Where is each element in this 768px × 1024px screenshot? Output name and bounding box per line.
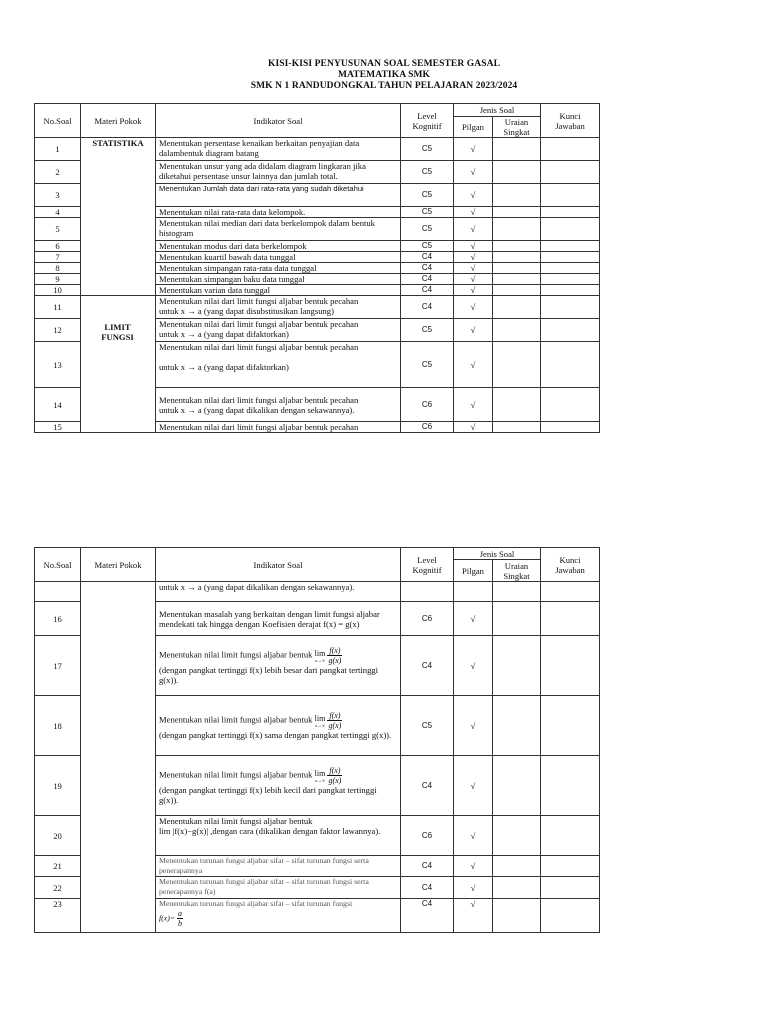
header-pilgan: Pilgan [454, 117, 493, 138]
table-row: 16 Menentukan masalah yang berkaitan dengan limit fungsi aljabar mendekati tak hingga dengan Koefisien derajat f(x) = g(x) C6 √ [35, 602, 600, 636]
header-level: Level Kognitif [401, 104, 454, 138]
table-row: 6 Menentukan modus dari data berkelompok C5 √ [35, 241, 600, 252]
table-row: 15 Menentukan nilai dari limit fungsi aljabar bentuk pecahan C6 √ [35, 422, 600, 433]
header-indikator: Indikator Soal [156, 548, 401, 582]
materi-statistika: STATISTIKA [81, 138, 156, 296]
header-jenis: Jenis Soal [454, 104, 541, 117]
lim-symbol: lim x→∞ [314, 648, 326, 663]
header-pilgan: Pilgan [454, 560, 493, 582]
table-row: 5 Menentukan nilai median dari data berkelompok dalam bentuk histogram C5 √ [35, 218, 600, 241]
kisi-kisi-table-1 [34, 103, 600, 433]
table-row: 14 Menentukan nilai dari limit fungsi aljabar bentuk pecahan untuk x → a (yang dapat dikalikan dengan sekawannya). C6 √ [35, 388, 600, 422]
table-row: 13 Menentukan nilai dari limit fungsi aljabar bentuk pecahan untuk x → a (yang dapat difaktorkan) C5 √ [35, 342, 600, 388]
table-row: 2 Menentukan unsur yang ada didalam diagram lingkaran jika diketahui persentase unsur lainnya dan jumlah total. C5 √ [35, 161, 600, 184]
header-jenis: Jenis Soal [454, 548, 541, 560]
table-row: untuk x → a (yang dapat dikalikan dengan sekawannya). [35, 582, 600, 602]
table-row: 10 Menentukan varian data tunggal C4 √ [35, 285, 600, 296]
table-row: 22 Menentukan turunan fungsi aljabar sifat – sifat turunan fungsi serta penerapannya f(a) C4 √ [35, 877, 600, 899]
table-row: 19 Menentukan nilai limit fungsi aljabar bentuk lim x→∞ $\frac{f(x)}{g(x)}$ (dengan pangkat tertinggi f(x) lebih kecil dari pangkat tertinggi g(x)). C4 √ [35, 756, 600, 816]
table-row: 23 Menentukan turunan fungsi aljabar sifat – sifat turunan fungsi f(x)= $\frac{a}{b}$ C4 √ [35, 899, 600, 933]
table-row: 11 Menentukan nilai dari limit fungsi aljabar bentuk pecahan untuk x → a (yang dapat disubstitusikan langsung) C4 √ [35, 296, 600, 319]
header-materi: Materi Pokok [81, 104, 156, 138]
fraction-f-over-g: $\frac{f(x)}{g(x)}$ [328, 766, 342, 785]
header-kunci: Kunci Jawaban [541, 104, 600, 138]
table-row: 18 Menentukan nilai limit fungsi aljabar bentuk lim x→∞ $\frac{f(x)}{g(x)}$ (dengan pangkat tertinggi f(x) sama dengan pangkat tertinggi g(x)). C5 √ [35, 696, 600, 756]
table-row: 17 Menentukan nilai limit fungsi aljabar bentuk lim x→∞ $\frac{f(x)}{g(x)}$ (dengan pangkat tertinggi f(x) lebih besar dari pangkat tertinggi g(x)). C4 √ [35, 636, 600, 696]
doc-title-line2: MATEMATIKA SMK [337, 70, 431, 80]
lim-symbol: lim x→∞ [314, 713, 326, 728]
fraction-f-over-g: $\frac{f(x)}{g(x)}$ [328, 711, 342, 730]
fraction-f-over-g: $\frac{f(x)}{g(x)}$ [328, 646, 342, 665]
table-row: 1 STATISTIKA Menentukan persentase kenaikan berkaitan penyajian data dalambentuk diagram batang C5 √ [35, 138, 600, 161]
materi-limit-fungsi: LIMIT FUNGSI [101, 322, 134, 342]
table-row: 4 Menentukan nilai rata-rata data kelompok. C5 √ [35, 207, 600, 218]
header-no: No.Soal [35, 548, 81, 582]
kisi-kisi-table-2 [34, 547, 600, 933]
table-row: 7 Menentukan kuartil bawah data tunggal C4 √ [35, 252, 600, 263]
fraction-a-over-b: $\frac{a}{b}$ [178, 909, 183, 928]
header-no: No.Soal [35, 104, 81, 138]
header-level: Level Kognitif [401, 548, 454, 582]
lim-symbol: lim x→∞ [314, 768, 326, 783]
header-uraian: Uraian Singkat [493, 117, 541, 138]
doc-title-line1: KISI-KISI PENYUSUNAN SOAL SEMESTER GASAL [267, 59, 501, 69]
header-indikator: Indikator Soal [156, 104, 401, 138]
header-materi: Materi Pokok [81, 548, 156, 582]
header-kunci: Kunci Jawaban [541, 548, 600, 582]
table-row: 3 Menentukan Jumlah data dari rata-rata yang sudah diketahui C5 √ [35, 184, 600, 207]
table-row: 9 Menentukan simpangan baku data tunggal C4 √ [35, 274, 600, 285]
table-row: 20 Menentukan nilai limit fungsi aljabar bentuk lim |f(x)−g(x)| ,dengan cara (dikalikan dengan faktor lawannya). C6 √ [35, 816, 600, 856]
table-row: 8 Menentukan simpangan rata-rata data tunggal C4 √ [35, 263, 600, 274]
table-row: 12 Menentukan nilai dari limit fungsi aljabar bentuk pecahan untuk x → a (yang dapat difaktorkan) C5 √ [35, 319, 600, 342]
header-uraian: Uraian Singkat [493, 560, 541, 582]
doc-title-line3: SMK N 1 RANDUDONGKAL TAHUN PELAJARAN 2023/2024 [250, 81, 518, 91]
table-row: 21 Menentukan turunan fungsi aljabar sifat – sifat turunan fungsi serta penerapannya C4 √ [35, 856, 600, 877]
